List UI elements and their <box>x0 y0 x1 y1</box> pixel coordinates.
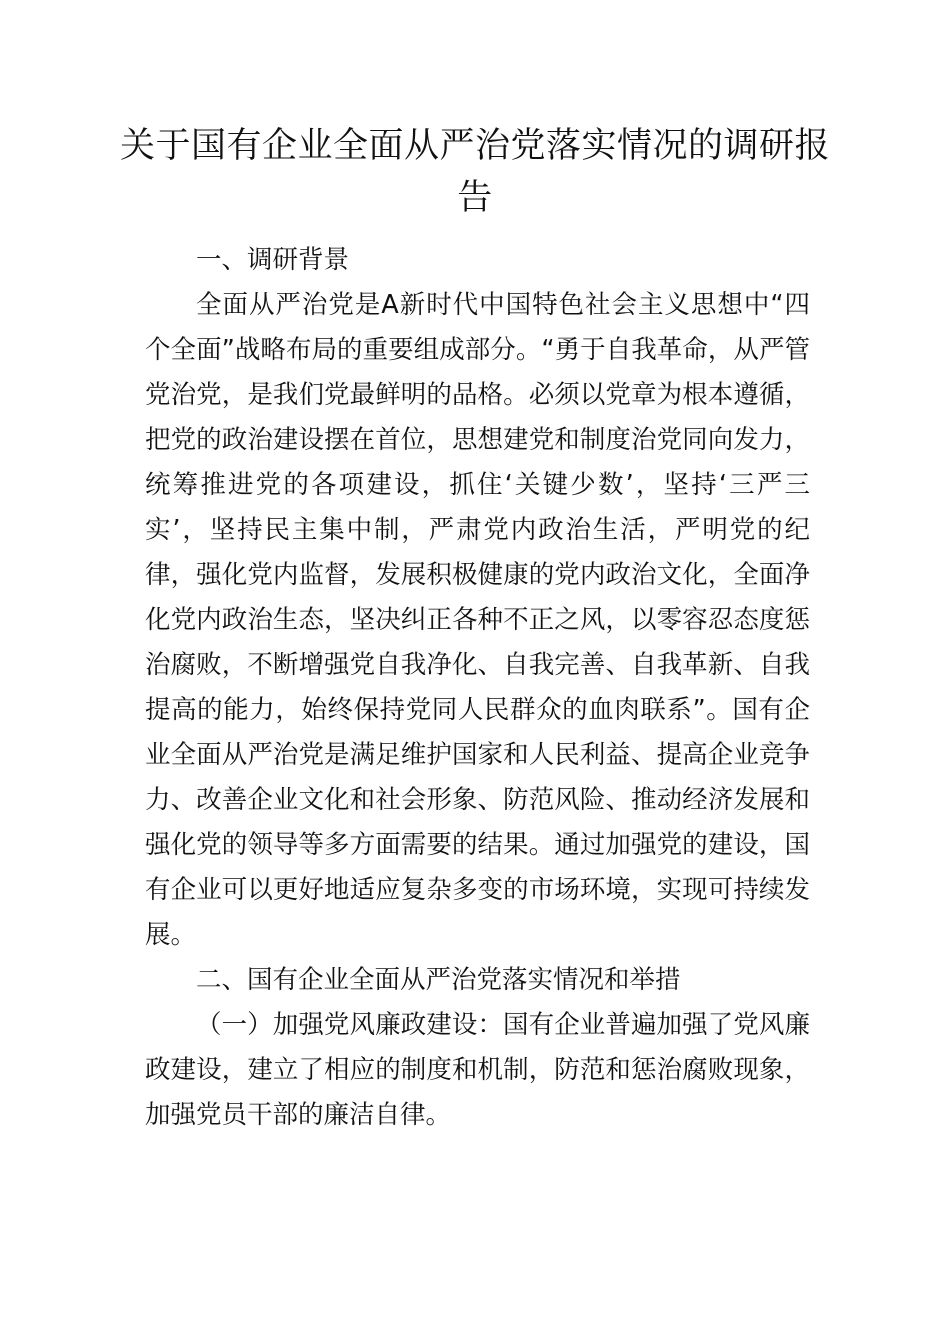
paragraph-implementation-1: （一）加强党风廉政建设：国有企业普遍加强了党风廉政建设，建立了相应的制度和机制，防范和惩治腐败现象，加强党员干部的廉洁自律。 <box>145 1010 810 1130</box>
document-title: 关于国有企业全面从严治党落实情况的调研报告 <box>120 126 831 218</box>
paragraph-background: 全面从严治党是A新时代中国特色社会主义思想中“四个全面”战略布局的重要组成部分。“勇于自我革命，从严管党治党，是我们党最鲜明的品格。必须以党章为根本遵循，把党的政治建设摆在首位，思想建党和制度治党同向发力，统筹推进党的各项建设，抓住‘关键少数’，坚持‘三严三实’，坚持民主集中制，严肃党内政治生活，严明党的纪律，强化党内监督，发展积极健康的党内政治文化，全面净化党内政治生态，坚决纠正各种不正之风，以零容忍态度惩治腐败，不断增强党自我净化、自我完善、自我革新、自我提高的能力，始终保持党同人民群众的血肉联系”。国有企业全面从严治党是满足维护国家和人民利益、提高企业竞争力、改善企业文化和社会形象、防范风险、推动经济发展和强化党的领导等多方面需要的结果。通过加强党的建设，国有企业可以更好地适应复杂多变的市场环境，实现可持续发展。 <box>145 290 810 950</box>
document-body <box>145 238 810 1138</box>
section-heading-background: 一、调研背景 <box>196 245 350 275</box>
section-heading-implementation: 二、国有企业全面从严治党落实情况和举措 <box>196 965 681 995</box>
